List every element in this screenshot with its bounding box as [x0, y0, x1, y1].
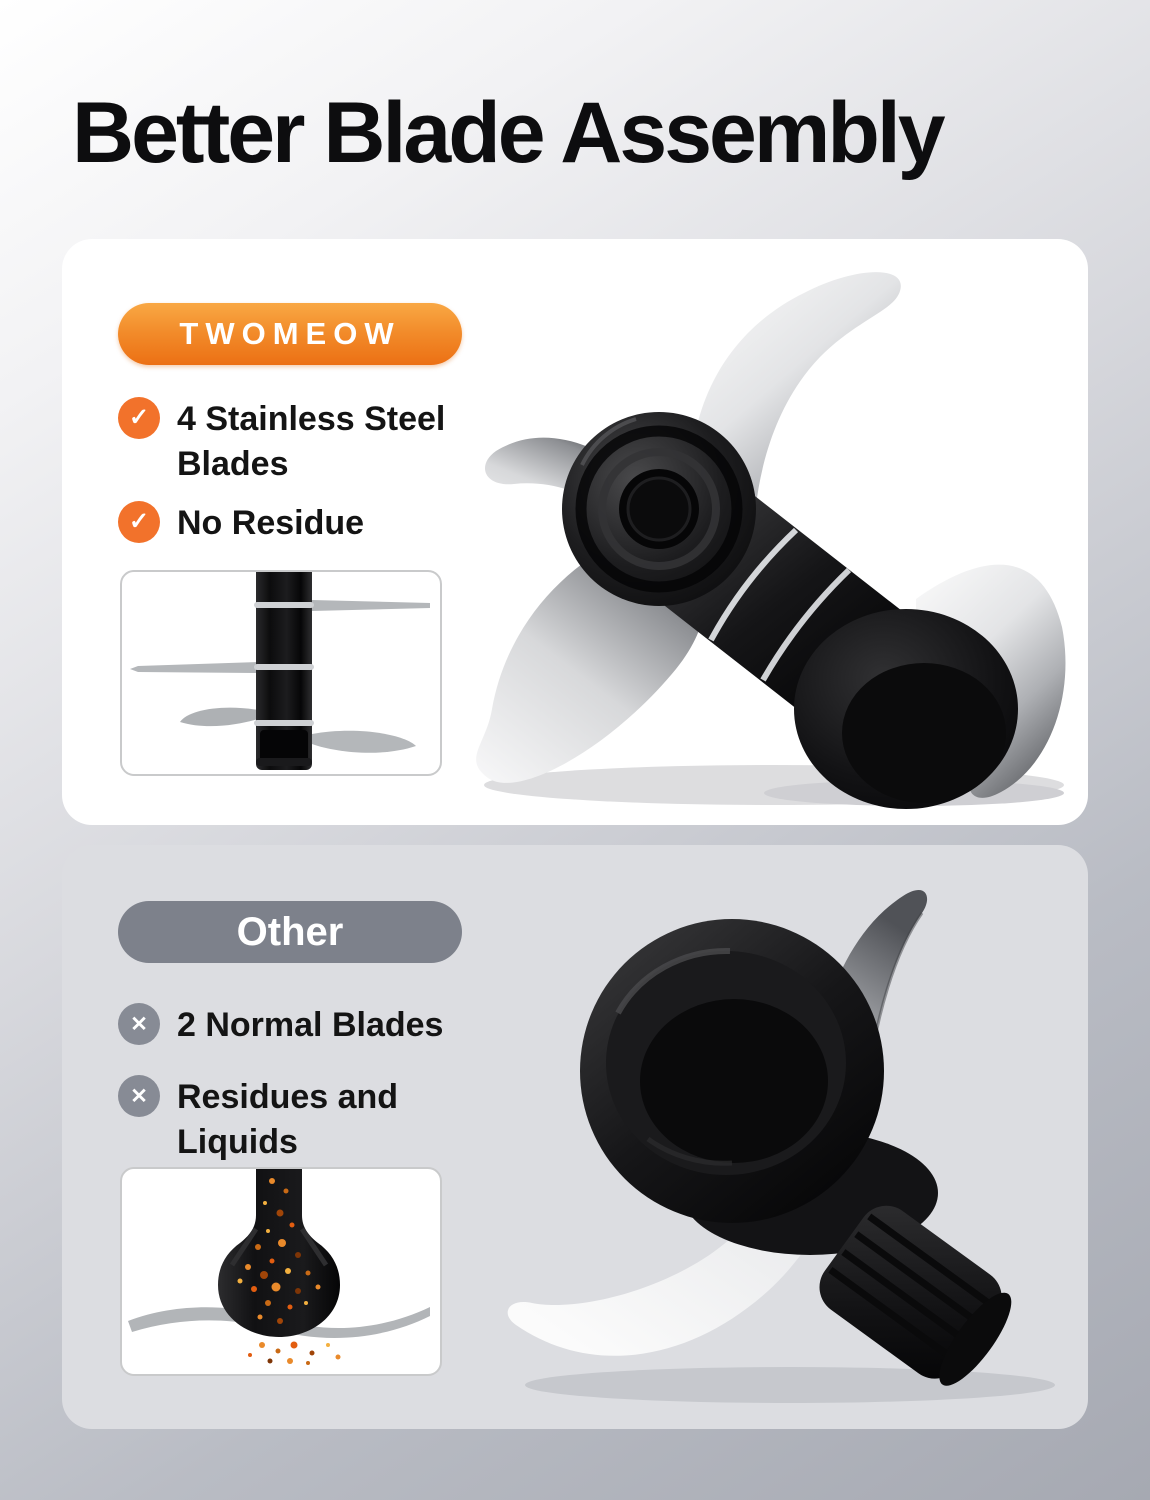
other-comparison-card	[62, 845, 1088, 1429]
other-feature-row	[118, 1075, 522, 1165]
two-blade-illustration	[480, 863, 1090, 1423]
other-badge	[118, 901, 462, 963]
brand-feature-row	[118, 501, 364, 546]
residue-spill	[248, 1342, 341, 1366]
other-feature-row	[118, 1003, 443, 1048]
brand-badge	[118, 303, 462, 365]
four-blade-photo	[454, 247, 1084, 817]
feature-label: No Residue	[177, 504, 365, 542]
feature-label: 4 Stainless Steel Blades	[177, 400, 446, 483]
brand-badge-label: TWOMEOW	[179, 316, 401, 351]
check-icon: ✓	[118, 501, 160, 543]
residue-shaft-illustration	[122, 1169, 436, 1370]
other-badge-label: Other	[236, 909, 344, 954]
four-blade-illustration	[454, 247, 1084, 817]
feature-label: 2 Normal Blades	[177, 1006, 444, 1044]
feature-label: Residues and Liquids	[177, 1078, 399, 1161]
page-title: Better Blade Assembly	[72, 85, 943, 181]
residue-blade-inset-image	[120, 1167, 442, 1376]
clean-shaft-illustration	[122, 572, 436, 770]
clean-blade-inset-image	[120, 570, 442, 776]
two-blade-photo	[480, 863, 1090, 1423]
brand-comparison-card	[62, 239, 1088, 825]
cross-icon: ✕	[118, 1075, 160, 1117]
cross-icon: ✕	[118, 1003, 160, 1045]
check-icon: ✓	[118, 397, 160, 439]
